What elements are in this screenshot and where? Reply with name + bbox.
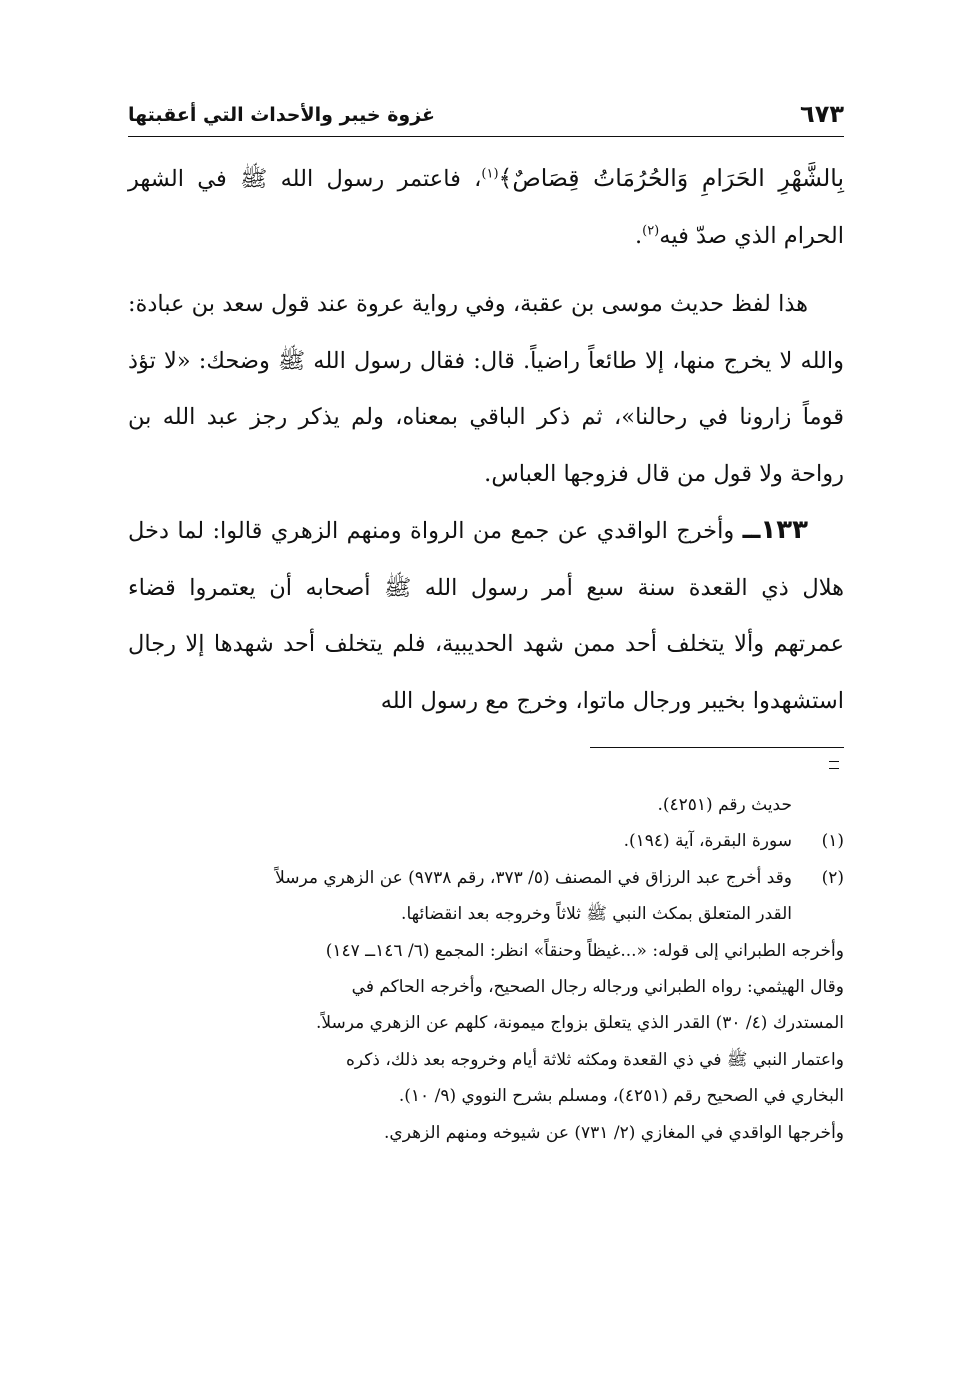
paragraph-quran-continuation bbox=[128, 150, 844, 264]
quran-verse: بِالشَّهْرِ الحَرَامِ وَالحُرُمَاتُ قِصَاصٌ﴾ bbox=[498, 164, 844, 192]
footnote-marker: (٢) bbox=[821, 867, 844, 888]
page-number: ٦٧٣ bbox=[800, 100, 844, 128]
footnote-2-line bbox=[128, 969, 844, 1005]
running-header bbox=[128, 98, 844, 134]
paragraph-text: ، فاعتمر رسول الله ﷺ في الشهر الحرام الذي صدّ فيه bbox=[128, 166, 844, 249]
footnote-2-line bbox=[128, 896, 844, 932]
footnote-continuation-mark bbox=[829, 761, 839, 769]
footnote-separator bbox=[590, 747, 844, 748]
paragraph-musa-ibn-uqba: هذا لفظ حديث موسى بن عقبة، وفي رواية عروة عند قول سعد بن عبادة: والله لا يخرج منها، إلا طائعاً راضياً. قال: فقال رسول الله ﷺ وضحك: «لا تؤذ قوماً زارونا في رحالنا»، ثم ذكر الباقي بمعناه، ولم يذكر رجز عبد الله بن رواحة ولا قول من قال فزوجها العباس. bbox=[128, 291, 844, 487]
footnote-2-line bbox=[128, 933, 844, 969]
footnote-ref-2[interactable]: (٢) bbox=[642, 223, 660, 238]
footnote-ref-1[interactable]: (١) bbox=[481, 166, 499, 182]
footnote-text: سورة البقرة، آية (١٩٤). bbox=[623, 831, 792, 852]
footnote-text: حديث رقم (٤٢٥١). bbox=[657, 795, 792, 815]
footnote-marker: (١) bbox=[821, 831, 844, 852]
footnote-text: واعتمار النبي ﷺ في ذي القعدة ومكثه ثلاثة أيام وخروجه بعد ذلك، ذكره bbox=[346, 1049, 844, 1070]
footnote-text: القدر المتعلق بمكث النبي ﷺ ثلاثاً وخروجه بعد انقضائها. bbox=[401, 904, 792, 925]
paragraph-end: . bbox=[634, 222, 643, 249]
footnote-text: وقال الهيثمي: رواه الطبراني ورجاله رجال الصحيح، وأخرجه الحاكم في bbox=[351, 977, 844, 998]
main-text bbox=[128, 150, 844, 729]
footnote-text: البخاري في الصحيح رقم (٤٢٥١)، ومسلم بشرح النووي (٩/ ١٠). bbox=[398, 1086, 844, 1107]
footnote-continued bbox=[128, 787, 844, 823]
footnote-2-line bbox=[128, 1078, 844, 1114]
footnotes bbox=[128, 787, 844, 1151]
header-rule bbox=[128, 136, 844, 137]
running-title: غزوة خيبر والأحداث التي أعقبتها bbox=[128, 104, 436, 126]
footnote-2-line bbox=[128, 1042, 844, 1078]
footnote-text: وأخرجها الواقدي في المغازي (٢/ ٧٣١) عن شيوخه ومنهم الزهري. bbox=[383, 1122, 844, 1143]
footnote-2-line bbox=[128, 1005, 844, 1041]
footnote-text: وأخرجه الطبراني إلى قوله: «...غيظاً وحنقاً» انظر: المجمع (٦/ ١٤٦ــ ١٤٧) bbox=[325, 940, 844, 961]
footnote-2 bbox=[128, 860, 844, 896]
footnote-2-line bbox=[128, 1115, 844, 1151]
paragraph-133 bbox=[128, 502, 844, 729]
footnote-1 bbox=[128, 823, 844, 859]
footnote-text: المستدرك (٤/ ٣٠) القدر الذي يتعلق بزواج ميمونة، كلهم عن الزهري مرسلاً. bbox=[315, 1013, 844, 1034]
paragraph-number: ١٣٣ــ bbox=[742, 515, 808, 545]
paragraph-text: وأخرج الواقدي عن جمع من الرواة ومنهم الزهري قالوا: لما دخل هلال ذي القعدة سنة سبع أمر رسول الله ﷺ أصحابه أن يعتمروا قضاء عمرتهم وألا يتخلف أحد ممن شهد الحديبية، فلم يتخلف أحد شهدها إلا رجال استشهدوا بخيبر ورجال ماتوا، وخرج مع رسول الله bbox=[128, 518, 844, 714]
footnote-text: وقد أخرج عبد الرزاق في المصنف (٥/ ٣٧٣، رقم ٩٧٣٨) عن الزهري مرسلاً bbox=[275, 867, 792, 888]
